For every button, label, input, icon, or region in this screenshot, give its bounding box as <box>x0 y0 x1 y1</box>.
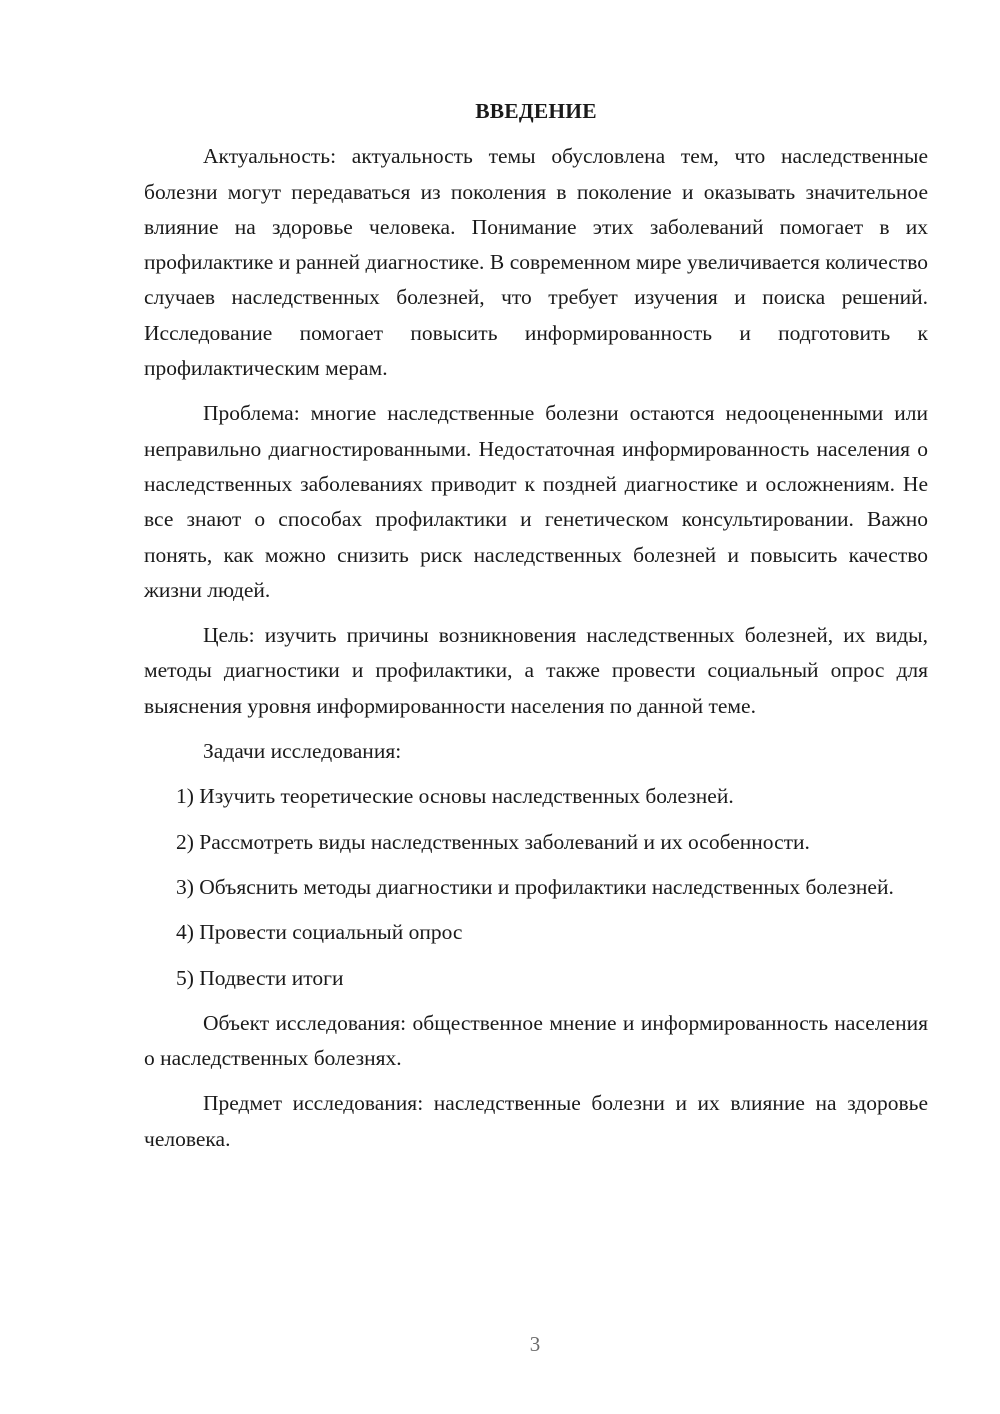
task-item: 4) Провести социальный опрос <box>176 920 463 945</box>
goal-paragraph: Цель: изучить причины возникновения наследственных болезней, их виды, методы диагностики и профилактики, а также провести социальный опрос для выяснения уровня информированности населения по данной теме. <box>144 623 928 718</box>
tasks-list <box>144 779 928 995</box>
section-title: ВВЕДЕНИЕ <box>475 99 597 123</box>
task-item: 5) Подвести итоги <box>176 965 344 990</box>
page-number: 3 <box>529 1332 541 1356</box>
task-item: 1) Изучить теоретические основы наследственных болезней. <box>176 784 734 809</box>
tasks-heading: Задачи исследования: <box>203 739 402 764</box>
problem-paragraph: Проблема: многие наследственные болезни остаются недооцененными или неправильно диагностированными. Недостаточная информированность населения о наследственных заболеваниях приводит к поздней диагностике и осложнениям. Не все знают о способах профилактики и генетическом консультировании. Важно понять, как можно снизить риск наследственных болезней и повысить качество жизни людей. <box>144 401 928 602</box>
object-paragraph: Объект исследования: общественное мнение и информированность населения о наследственных болезнях. <box>144 1010 928 1071</box>
document-page <box>144 94 928 1167</box>
relevance-paragraph: Актуальность: актуальность темы обусловлена тем, что наследственные болезни могут передаваться из поколения в поколение и оказывать значительное влияние на здоровье человека. Понимание этих заболеваний помогает в их профилактике и ранней диагностике. В современном мире увеличивается количество случаев наследственных болезней, что требует изучения и поиска решений. Исследование помогает повысить информированность и подготовить к профилактическим мерам. <box>144 144 928 381</box>
task-item: 3) Объяснить методы диагностики и профилактики наследственных болезней. <box>176 874 894 899</box>
subject-paragraph: Предмет исследования: наследственные болезни и их влияние на здоровье человека. <box>144 1091 928 1151</box>
task-item: 2) Рассмотреть виды наследственных заболеваний и их особенности. <box>176 829 810 854</box>
